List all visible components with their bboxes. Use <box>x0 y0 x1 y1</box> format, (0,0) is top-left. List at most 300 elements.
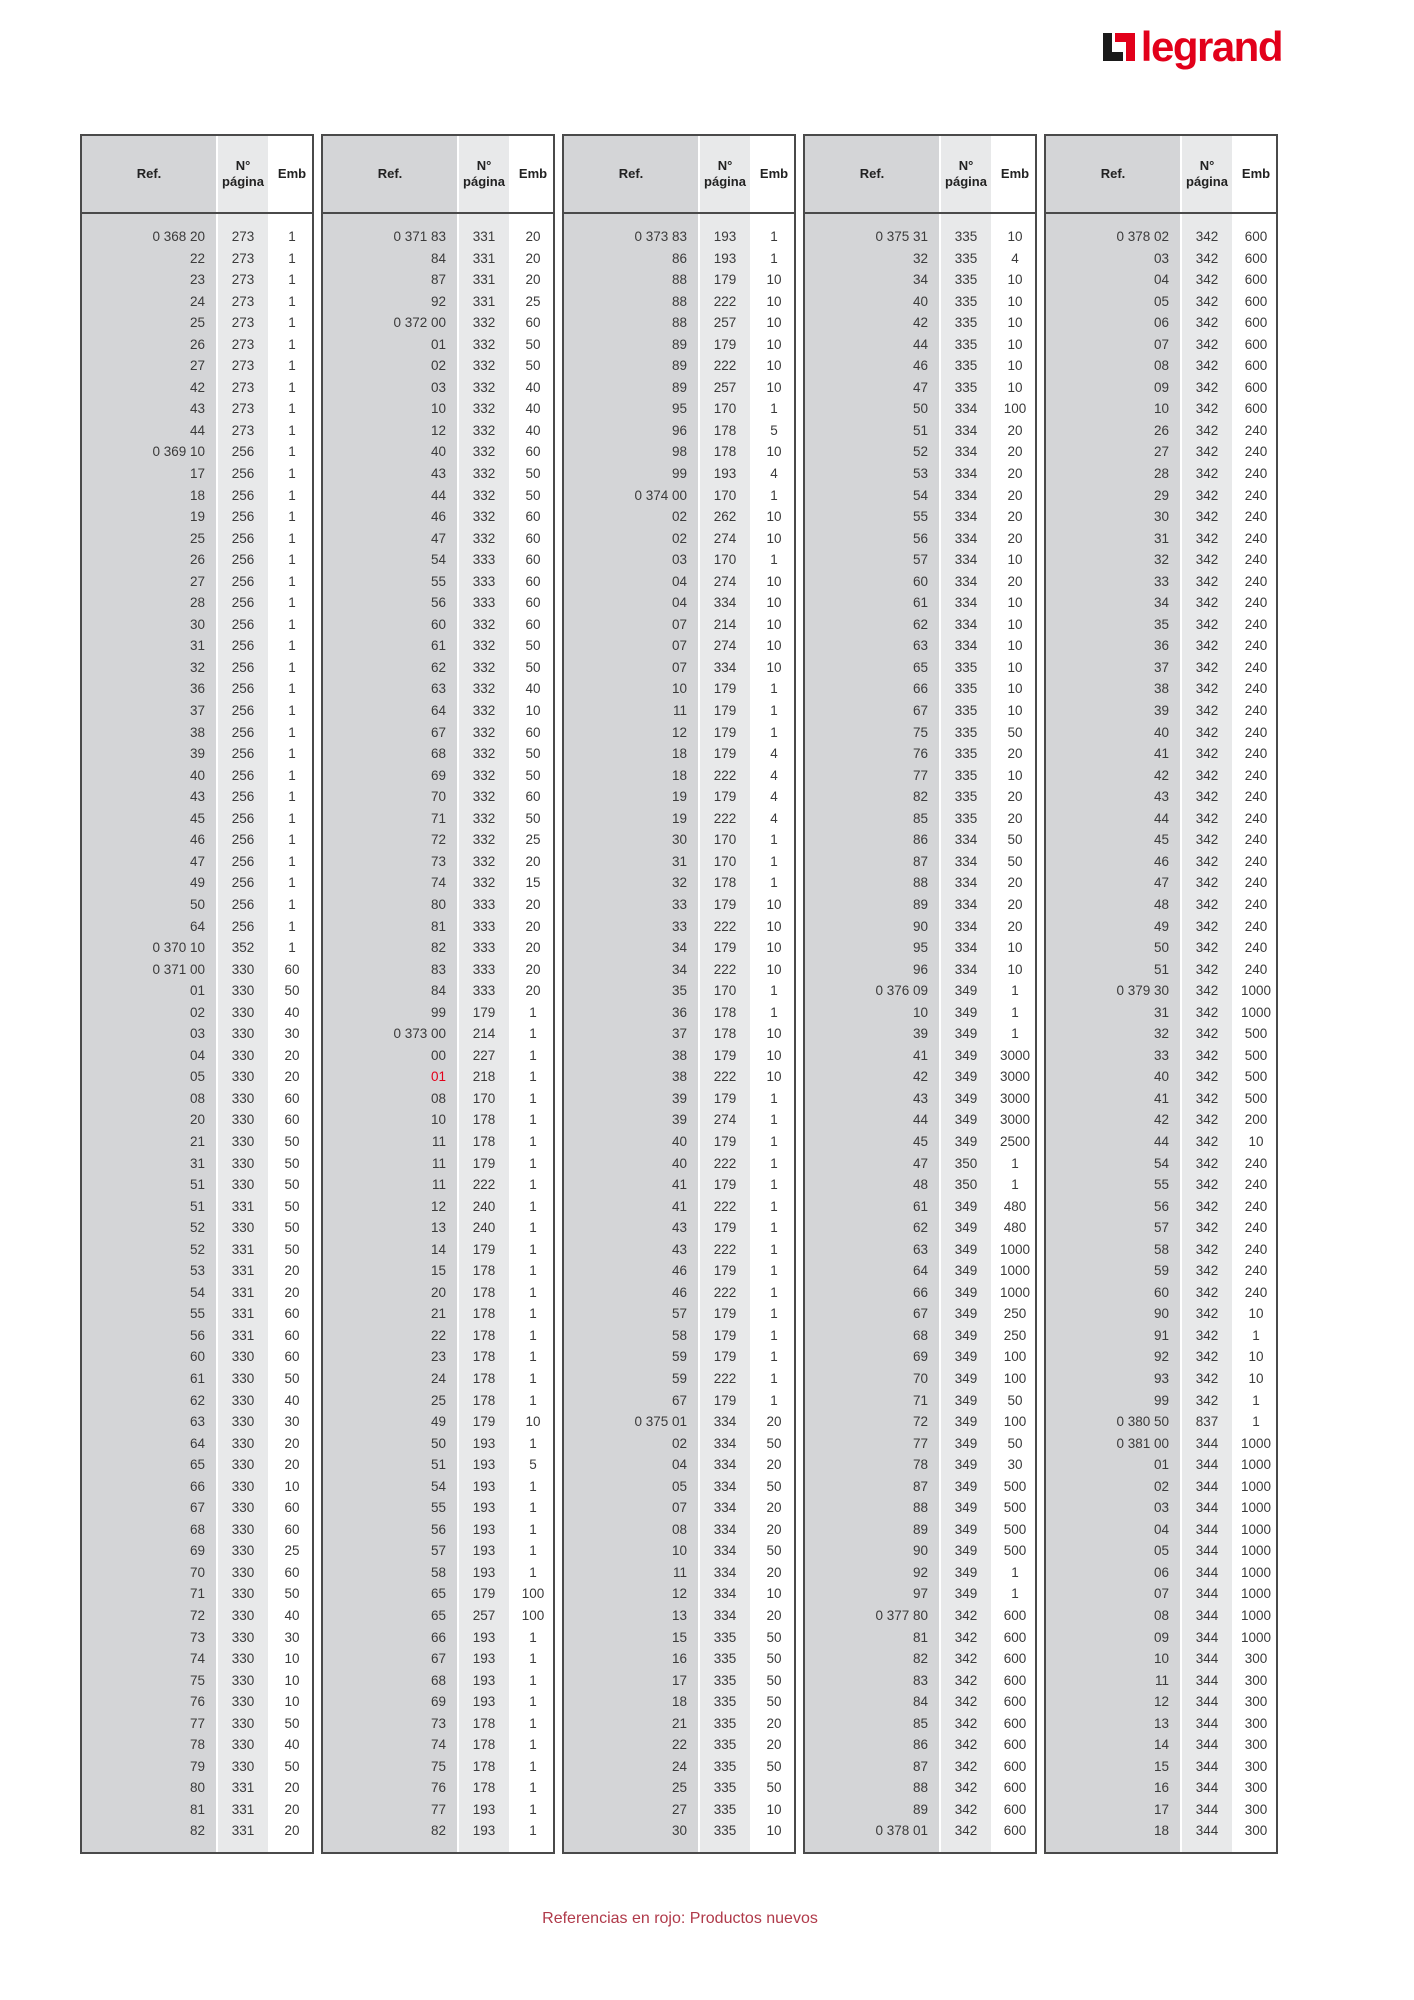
header-page <box>459 136 509 212</box>
table-row <box>1046 420 1276 442</box>
ref-cell: 48 <box>1153 896 1169 912</box>
ref-cell: 22 <box>671 1737 687 1753</box>
table-row <box>82 1131 312 1153</box>
emb-cell: 10 <box>284 1478 300 1494</box>
page-cell: 342 <box>954 1801 978 1817</box>
page-cell: 349 <box>954 1370 978 1386</box>
page-cell: 344 <box>1195 1672 1219 1688</box>
ref-cell: 17 <box>671 1672 687 1688</box>
page-cell: 330 <box>231 1457 255 1473</box>
emb-cell: 1 <box>288 616 296 632</box>
page-cell: 342 <box>1195 789 1219 805</box>
table-row <box>1046 463 1276 485</box>
page-cell: 256 <box>231 444 255 460</box>
table-rows <box>1046 226 1276 1842</box>
page-cell: 342 <box>1195 379 1219 395</box>
table-row <box>323 808 553 830</box>
emb-cell: 10 <box>766 940 782 956</box>
header-ref: Ref. <box>136 165 162 181</box>
table-row <box>323 959 553 981</box>
table-row <box>323 614 553 636</box>
page-cell: 332 <box>472 853 496 869</box>
table-row <box>805 463 1035 485</box>
table-row <box>82 678 312 700</box>
page-cell: 330 <box>231 1220 255 1236</box>
ref-cell: 27 <box>671 1801 687 1817</box>
emb-cell: 1 <box>288 896 296 912</box>
emb-cell: 50 <box>766 1629 782 1645</box>
ref-cell: 42 <box>912 1069 928 1085</box>
emb-cell: 1 <box>288 358 296 374</box>
table-row <box>82 872 312 894</box>
ref-cell: 04 <box>671 573 687 589</box>
page-cell: 334 <box>954 896 978 912</box>
table-row <box>1046 398 1276 420</box>
table-row <box>1046 916 1276 938</box>
page-cell: 335 <box>713 1694 737 1710</box>
header-page-line1: N° <box>235 157 251 173</box>
page-cell: 222 <box>713 810 737 826</box>
page-cell: 332 <box>472 681 496 697</box>
ref-cell: 24 <box>430 1370 446 1386</box>
emb-cell: 20 <box>525 961 541 977</box>
page-cell: 273 <box>231 422 255 438</box>
table-row <box>564 1174 794 1196</box>
page-cell: 335 <box>954 229 978 244</box>
emb-cell: 60 <box>284 1327 300 1343</box>
table-row <box>564 1433 794 1455</box>
page-cell: 332 <box>472 810 496 826</box>
ref-cell: 18 <box>671 1694 687 1710</box>
emb-cell: 500 <box>1003 1543 1027 1559</box>
emb-cell: 240 <box>1244 810 1268 826</box>
page-cell: 178 <box>472 1133 496 1149</box>
table-row <box>564 722 794 744</box>
emb-cell: 1000 <box>999 1263 1031 1279</box>
table-row <box>564 1799 794 1821</box>
ref-cell: 51 <box>1153 961 1169 977</box>
header-page-line2: página <box>222 174 264 189</box>
ref-cell: 01 <box>1153 1457 1169 1473</box>
ref-cell: 11 <box>431 1177 446 1193</box>
emb-cell: 240 <box>1244 1284 1268 1300</box>
page-cell: 342 <box>1195 444 1219 460</box>
page-cell: 274 <box>713 638 737 654</box>
emb-cell: 20 <box>766 1715 782 1731</box>
ref-cell: 52 <box>189 1241 205 1257</box>
table-row <box>564 291 794 313</box>
ref-cell: 56 <box>1153 1198 1169 1214</box>
table-row <box>82 722 312 744</box>
page-cell: 335 <box>954 681 978 697</box>
emb-cell: 240 <box>1244 530 1268 546</box>
emb-cell: 50 <box>766 1694 782 1710</box>
ref-cell: 0 370 10 <box>152 940 205 956</box>
emb-cell: 1000 <box>1240 1457 1272 1473</box>
page-cell: 330 <box>231 1069 255 1085</box>
page-cell: 344 <box>1195 1543 1219 1559</box>
page-cell: 273 <box>231 272 255 288</box>
page-cell: 349 <box>954 1090 978 1106</box>
table-row <box>564 765 794 787</box>
ref-cell: 32 <box>671 875 687 891</box>
ref-cell: 74 <box>189 1651 205 1667</box>
ref-cell: 45 <box>1153 832 1169 848</box>
page-cell: 193 <box>472 1543 496 1559</box>
page-cell: 179 <box>472 1586 496 1602</box>
ref-cell: 33 <box>1153 1047 1169 1063</box>
ref-cell: 49 <box>189 875 205 891</box>
table-row <box>805 765 1035 787</box>
page-cell: 332 <box>472 444 496 460</box>
page-cell: 331 <box>472 293 496 309</box>
ref-cell: 49 <box>430 1414 446 1430</box>
ref-cell: 26 <box>1153 422 1169 438</box>
emb-cell: 240 <box>1244 1263 1268 1279</box>
emb-cell: 30 <box>1007 1457 1023 1473</box>
emb-cell: 240 <box>1244 896 1268 912</box>
page-cell: 332 <box>472 767 496 783</box>
ref-cell: 60 <box>912 573 928 589</box>
page-cell: 330 <box>231 1629 255 1645</box>
ref-cell: 39 <box>1153 703 1169 719</box>
ref-cell: 81 <box>912 1629 928 1645</box>
page-cell: 331 <box>231 1780 255 1796</box>
header-emb: Emb <box>1000 165 1030 181</box>
ref-cell: 34 <box>671 940 687 956</box>
table-row <box>323 1519 553 1541</box>
page-cell: 837 <box>1195 1414 1219 1430</box>
ref-cell: 0 373 83 <box>634 229 687 244</box>
emb-cell: 1 <box>529 1801 537 1817</box>
page-cell: 179 <box>713 789 737 805</box>
table-row <box>82 1605 312 1627</box>
table-row <box>1046 592 1276 614</box>
table-row <box>805 1131 1035 1153</box>
emb-cell: 60 <box>525 552 541 568</box>
page-cell: 178 <box>472 1392 496 1408</box>
emb-cell: 20 <box>766 1500 782 1516</box>
table-row <box>1046 1777 1276 1799</box>
emb-cell: 240 <box>1244 1177 1268 1193</box>
ref-cell: 88 <box>912 1500 928 1516</box>
emb-cell: 10 <box>766 509 782 525</box>
emb-cell: 50 <box>284 1370 300 1386</box>
table-row <box>323 635 553 657</box>
ref-cell: 06 <box>1153 315 1169 331</box>
ref-cell: 51 <box>189 1177 205 1193</box>
table-row <box>82 549 312 571</box>
page-cell: 256 <box>231 659 255 675</box>
emb-cell: 1 <box>288 940 296 956</box>
emb-cell: 50 <box>525 336 541 352</box>
emb-cell: 1 <box>288 789 296 805</box>
table-row <box>564 1454 794 1476</box>
table-row <box>805 1476 1035 1498</box>
ref-cell: 04 <box>671 1457 687 1473</box>
page-cell: 330 <box>231 1004 255 1020</box>
ref-cell: 81 <box>430 918 446 934</box>
header-page-line2: página <box>1186 174 1228 189</box>
page-cell: 179 <box>472 1414 496 1430</box>
table-row <box>82 1820 312 1842</box>
table-row <box>805 1196 1035 1218</box>
emb-cell: 1 <box>1011 1564 1019 1580</box>
table-row <box>1046 635 1276 657</box>
ref-cell: 73 <box>430 853 446 869</box>
emb-cell: 10 <box>1007 638 1023 654</box>
page-cell: 222 <box>472 1177 496 1193</box>
table-row <box>1046 1713 1276 1735</box>
ref-cell: 43 <box>189 401 205 417</box>
ref-cell: 43 <box>1153 789 1169 805</box>
ref-cell: 36 <box>671 1004 687 1020</box>
page-cell: 342 <box>1195 1069 1219 1085</box>
page-cell: 344 <box>1195 1521 1219 1537</box>
ref-cell: 27 <box>189 573 205 589</box>
page-cell: 335 <box>713 1823 737 1839</box>
emb-cell: 1 <box>529 1284 537 1300</box>
ref-cell: 89 <box>912 1801 928 1817</box>
page-cell: 179 <box>713 1220 737 1236</box>
page-cell: 227 <box>472 1047 496 1063</box>
page-cell: 342 <box>1195 875 1219 891</box>
emb-cell: 1 <box>288 595 296 611</box>
table-row <box>805 700 1035 722</box>
emb-cell: 20 <box>1007 875 1023 891</box>
page-cell: 332 <box>472 422 496 438</box>
page-cell: 179 <box>713 1090 737 1106</box>
table-row <box>82 635 312 657</box>
table-row <box>564 700 794 722</box>
ref-cell: 04 <box>671 595 687 611</box>
ref-cell: 80 <box>189 1780 205 1796</box>
ref-cell: 84 <box>430 983 446 999</box>
page-cell: 349 <box>954 1586 978 1602</box>
ref-cell: 57 <box>671 1306 687 1322</box>
table-row <box>564 1066 794 1088</box>
ref-cell: 46 <box>430 509 446 525</box>
page-cell: 344 <box>1195 1823 1219 1839</box>
table-row <box>323 1433 553 1455</box>
ref-cell: 92 <box>1153 1349 1169 1365</box>
table-row <box>82 291 312 313</box>
emb-cell: 4 <box>770 466 778 482</box>
emb-cell: 20 <box>525 983 541 999</box>
page-cell: 257 <box>713 379 737 395</box>
page-cell: 344 <box>1195 1629 1219 1645</box>
page-cell: 178 <box>472 1737 496 1753</box>
table-row <box>323 1497 553 1519</box>
page-cell: 349 <box>954 1112 978 1128</box>
ref-cell: 67 <box>430 1651 446 1667</box>
emb-cell: 1 <box>529 1629 537 1645</box>
emb-cell: 3000 <box>999 1090 1031 1106</box>
page-cell: 178 <box>472 1284 496 1300</box>
ref-cell: 38 <box>671 1069 687 1085</box>
emb-cell: 25 <box>284 1543 300 1559</box>
emb-cell: 50 <box>1007 853 1023 869</box>
page-cell: 331 <box>231 1327 255 1343</box>
table-row <box>564 894 794 916</box>
emb-cell: 20 <box>766 1564 782 1580</box>
emb-cell: 1 <box>288 422 296 438</box>
header-page-line2: página <box>704 174 746 189</box>
page-cell: 334 <box>954 552 978 568</box>
table-row <box>805 1454 1035 1476</box>
page-cell: 342 <box>954 1694 978 1710</box>
table-row <box>323 1454 553 1476</box>
page-cell: 330 <box>231 1521 255 1537</box>
table-row <box>564 269 794 291</box>
emb-cell: 40 <box>284 1737 300 1753</box>
emb-cell: 1 <box>288 767 296 783</box>
table-row <box>82 1325 312 1347</box>
page-cell: 256 <box>231 767 255 783</box>
emb-cell: 1 <box>529 1521 537 1537</box>
ref-cell: 05 <box>1153 293 1169 309</box>
emb-cell: 1 <box>529 1651 537 1667</box>
ref-cell: 56 <box>189 1327 205 1343</box>
emb-cell: 600 <box>1244 229 1268 244</box>
ref-cell: 39 <box>912 1026 928 1042</box>
table-row <box>82 1217 312 1239</box>
ref-cell: 33 <box>671 918 687 934</box>
emb-cell: 60 <box>284 1349 300 1365</box>
table-row <box>805 959 1035 981</box>
ref-cell: 05 <box>671 1478 687 1494</box>
ref-cell: 66 <box>912 681 928 697</box>
emb-cell: 4 <box>1011 250 1019 266</box>
page-cell: 170 <box>713 552 737 568</box>
page-cell: 352 <box>231 940 255 956</box>
table-row <box>323 420 553 442</box>
ref-cell: 57 <box>430 1543 446 1559</box>
page-cell: 257 <box>472 1608 496 1623</box>
table-row <box>805 829 1035 851</box>
emb-cell: 600 <box>1003 1801 1027 1817</box>
ref-cell: 08 <box>189 1090 205 1106</box>
page-cell: 342 <box>1195 293 1219 309</box>
page-cell: 331 <box>231 1284 255 1300</box>
ref-cell: 11 <box>431 1133 446 1149</box>
table-row <box>564 916 794 938</box>
ref-cell: 0 368 20 <box>152 229 205 244</box>
table-row <box>564 829 794 851</box>
emb-cell: 600 <box>1003 1672 1027 1688</box>
table-row <box>323 786 553 808</box>
ref-cell: 98 <box>671 444 687 460</box>
emb-cell: 1 <box>288 573 296 589</box>
page-cell: 335 <box>954 250 978 266</box>
emb-cell: 300 <box>1244 1651 1268 1667</box>
emb-cell: 1 <box>770 681 778 697</box>
table-row <box>323 506 553 528</box>
page-cell: 274 <box>713 530 737 546</box>
page-cell: 342 <box>1195 1004 1219 1020</box>
ref-cell: 57 <box>1153 1220 1169 1236</box>
table-row <box>564 1153 794 1175</box>
emb-cell: 10 <box>1248 1370 1264 1386</box>
ref-cell: 84 <box>912 1694 928 1710</box>
ref-cell: 50 <box>912 401 928 417</box>
emb-cell: 60 <box>525 724 541 740</box>
table-row <box>805 1648 1035 1670</box>
ref-cell: 64 <box>189 1435 205 1451</box>
table-row <box>805 657 1035 679</box>
table-row <box>805 592 1035 614</box>
emb-cell: 10 <box>766 379 782 395</box>
emb-cell: 10 <box>1007 229 1023 244</box>
ref-cell: 82 <box>912 1651 928 1667</box>
page-cell: 330 <box>231 1370 255 1386</box>
ref-cell: 75 <box>189 1672 205 1688</box>
footer-note: Referencias en rojo: Productos nuevos <box>542 1910 818 1927</box>
table-header <box>805 136 1035 214</box>
page-cell: 334 <box>713 1586 737 1602</box>
page-cell: 332 <box>472 832 496 848</box>
table-row <box>323 1476 553 1498</box>
page-cell: 342 <box>954 1823 978 1839</box>
page-cell: 179 <box>713 1047 737 1063</box>
table-row <box>82 1282 312 1304</box>
page-cell: 342 <box>1195 832 1219 848</box>
emb-cell: 10 <box>1007 595 1023 611</box>
ref-cell: 06 <box>1153 1564 1169 1580</box>
page-cell: 344 <box>1195 1780 1219 1796</box>
page-cell: 273 <box>231 401 255 417</box>
table-row <box>323 1691 553 1713</box>
ref-cell: 01 <box>430 336 446 352</box>
table-row <box>82 571 312 593</box>
ref-cell: 83 <box>430 961 446 977</box>
emb-cell: 10 <box>766 444 782 460</box>
page-cell: 273 <box>231 379 255 395</box>
emb-cell: 1000 <box>1240 1629 1272 1645</box>
emb-cell: 1 <box>288 810 296 826</box>
emb-cell: 1 <box>770 853 778 869</box>
table-row <box>805 571 1035 593</box>
ref-cell: 67 <box>430 724 446 740</box>
emb-cell: 1 <box>1252 1327 1260 1343</box>
ref-cell: 08 <box>1153 358 1169 374</box>
ref-cell: 21 <box>671 1715 687 1731</box>
table-row <box>323 829 553 851</box>
table-row <box>564 1196 794 1218</box>
ref-cell: 42 <box>1153 1112 1169 1128</box>
table-row <box>564 312 794 334</box>
table-row <box>564 1476 794 1498</box>
emb-cell: 60 <box>284 1500 300 1516</box>
ref-cell: 40 <box>430 444 446 460</box>
page-cell: 334 <box>713 1457 737 1473</box>
emb-cell: 1 <box>529 1500 537 1516</box>
emb-cell: 1 <box>288 487 296 503</box>
emb-cell: 10 <box>766 1801 782 1817</box>
page-cell: 335 <box>713 1629 737 1645</box>
emb-cell: 1 <box>1252 1414 1260 1430</box>
ref-cell: 81 <box>189 1801 205 1817</box>
ref-panel <box>321 134 555 1854</box>
ref-cell: 72 <box>912 1414 928 1430</box>
page-cell: 333 <box>472 918 496 934</box>
ref-cell: 0 369 10 <box>152 444 205 460</box>
table-row <box>805 614 1035 636</box>
table-row <box>82 980 312 1002</box>
header-page <box>700 136 750 212</box>
table-row <box>323 894 553 916</box>
page-cell: 214 <box>713 616 737 632</box>
